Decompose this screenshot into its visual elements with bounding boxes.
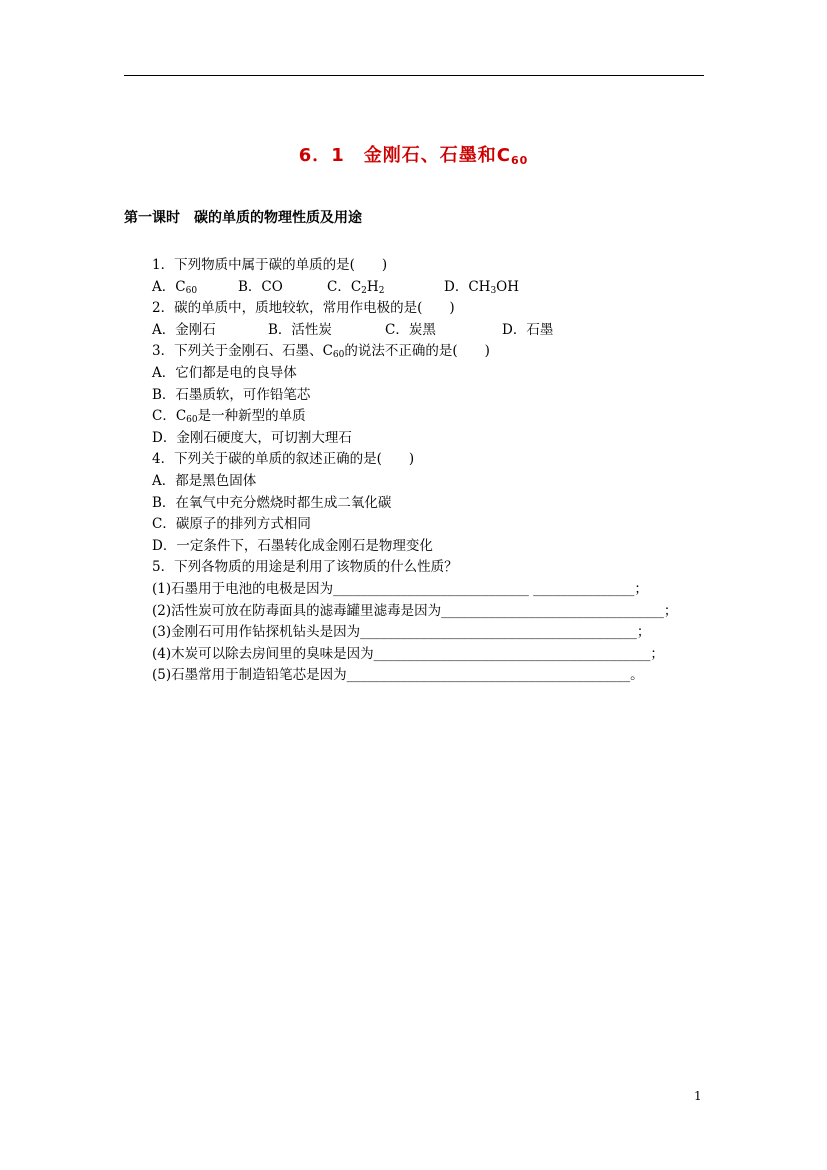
question-3-option-b: B．石墨质软，可作铅笔芯	[152, 386, 311, 403]
question-list	[152, 255, 712, 687]
option-c: C．炭黑	[385, 321, 436, 338]
question-5-item-1: (1)石墨用于电池的电极是因为_____________________________ _______________；	[152, 580, 648, 597]
option-b: B．CO	[238, 278, 283, 295]
answer-blank[interactable]: _________________________________	[441, 602, 664, 619]
question-4-stem: 4．下列关于碳的单质的叙述正确的是( )	[152, 451, 415, 468]
question-4-option-a: A．都是黑色固体	[152, 472, 257, 489]
question-2-stem: 2．碳的单质中，质地较软，常用作电极的是( )	[152, 300, 455, 317]
question-5-item-4: (4)木炭可以除去房间里的臭味是因为_________________________________________；	[152, 645, 664, 662]
option-d: D．$CH_3OH$	[444, 278, 520, 296]
question-4-option-b: B．在氧气中充分燃烧时都生成二氧化碳	[152, 494, 392, 511]
question-3-option-c: C．$C_{60}$是一种新型的单质	[152, 408, 306, 426]
question-5-item-2: (2)活性炭可放在防毒面具的滤毒罐里滤毒是因为_________________________________；	[152, 602, 678, 619]
question-3-option-d: D．金刚石硬度大，可切割大理石	[152, 429, 352, 446]
question-5-stem: 5．下列各物质的用途是利用了该物质的什么性质？	[152, 559, 458, 576]
option-b: B．活性炭	[268, 321, 332, 338]
question-3-option-a: A．它们都是电的良导体	[152, 364, 297, 381]
option-c: C．$C_2H_2$	[327, 278, 385, 296]
answer-blank[interactable]: _____________________________ _______________	[333, 580, 635, 597]
answer-blank[interactable]: _________________________________________	[373, 645, 651, 662]
question-3-stem: 3．下列关于金刚石、石墨、$C_{60}$的说法不正确的是( )	[152, 343, 490, 361]
question-2-options	[152, 320, 712, 342]
question-4-option-d: D．一定条件下，石墨转化成金刚石是物理变化	[152, 537, 433, 554]
option-a: A．$C_{60}$	[152, 278, 198, 296]
question-1-stem: 1．下列物质中属于碳的单质的是( )	[152, 257, 388, 273]
answer-blank[interactable]: _________________________________________	[360, 624, 637, 641]
answer-blank[interactable]: __________________________________________	[346, 667, 631, 684]
question-4-option-c: C．碳原子的排列方式相同	[152, 516, 311, 533]
question-1-options	[152, 277, 712, 299]
option-d: D．石墨	[502, 321, 554, 338]
question-5-item-3: (3)金刚石可用作钻探机钻头是因为_________________________________________；	[152, 624, 651, 641]
page-number: 1	[694, 1089, 702, 1103]
header-rule	[124, 75, 704, 76]
page-title: 6．1 金刚石、石墨和$C_{60}$	[298, 145, 529, 167]
option-a: A．金刚石	[152, 321, 216, 338]
section-heading: 第一课时 碳的单质的物理性质及用途	[124, 210, 362, 226]
question-5-item-5: (5)石墨常用于制造铅笔芯是因为__________________________________________。	[152, 667, 644, 684]
